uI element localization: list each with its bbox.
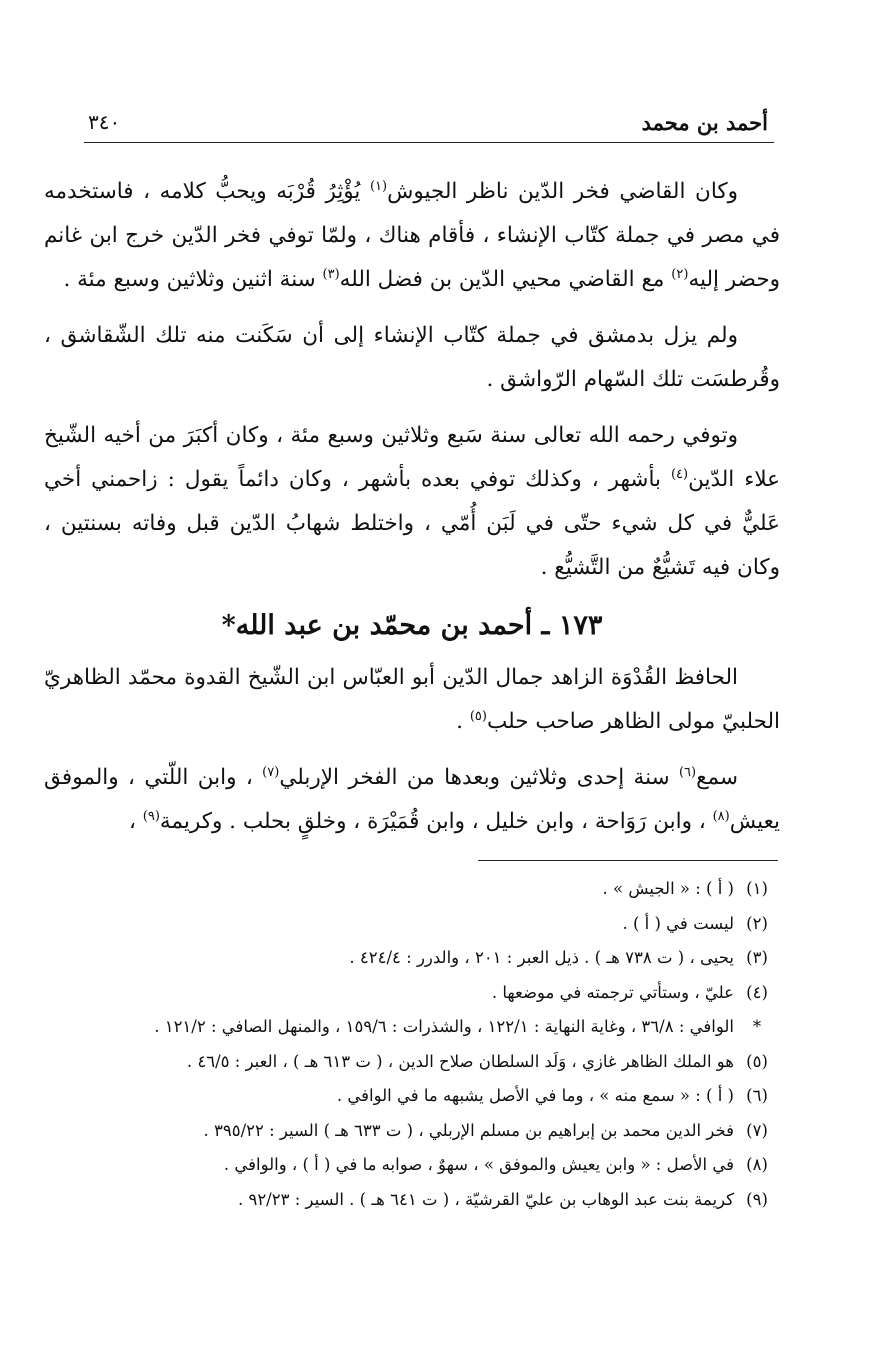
footnote-separator <box>478 860 778 861</box>
text-run: وتوفي رحمه الله تعالى سنة سَبع وثلاثين وسبع مئة ، وكان أكبَرَ من أخيه الشّيخ علاء الدّين <box>44 423 780 492</box>
running-header <box>84 106 774 143</box>
text-run: مع القاضي محيي الدّين بن فضل الله <box>339 267 672 292</box>
text-run: ، <box>128 809 143 834</box>
footnote <box>100 1010 780 1045</box>
text-run: ، وابن رَوَاحة ، وابن خليل ، وابن قُمَيْرَة ، وخلقٍ بحلب . وكريمة <box>159 809 713 834</box>
footnotes <box>100 872 780 1217</box>
footnote <box>100 1183 780 1218</box>
footnote-ref-2[interactable]: (٢) <box>671 266 689 282</box>
paragraph-3 <box>44 414 780 590</box>
footnote <box>100 1079 780 1114</box>
footnote <box>100 1045 780 1080</box>
running-title: أحمد بن محمد <box>641 110 768 135</box>
footnote-ref-4[interactable]: (٤) <box>670 466 689 482</box>
footnote-text: ( أ ) : « سمع منه » ، وما في الأصل يشبهه ما في الوافي . <box>336 1086 734 1105</box>
footnote-text: ( أ ) : « الجيش » . <box>602 879 734 898</box>
footnote-mark: (٢) <box>746 913 768 933</box>
footnote-ref-9[interactable]: (٩) <box>142 808 160 824</box>
footnote-mark: (٨) <box>746 1155 768 1174</box>
footnote-text: الوافي : ٣٦/٨ ، وغاية النهاية : ١٢٢/١ ، والشذرات : ١٥٩/٦ ، والمنهل الصافي : ١٢١/٢ . <box>154 1017 734 1036</box>
footnote <box>100 872 780 907</box>
footnote-ref-7[interactable]: (٧) <box>262 764 280 780</box>
footnote-text: كريمة بنت عبد الوهاب بن عليّ القرشيّة ، ( ت ٦٤١ هـ ) . السير : ٩٢/٢٣ . <box>237 1189 734 1209</box>
footnote-text: في الأصل : « وابن يعيش والموفق » ، سهوٌ ، صوابه ما في ( أ ) ، والوافي . <box>223 1155 734 1174</box>
footnote-mark: (١) <box>746 879 768 898</box>
footnote-mark: (٥) <box>746 1051 768 1071</box>
footnote-mark: * <box>752 1017 762 1036</box>
footnote-mark: (٤) <box>746 982 768 1002</box>
text-run: يُؤْثِرُ قُرْبَه ويحبُّ كلامه ، فاستخدمه في مصر في جملة كتّاب الإنشاء ، فأقام هناك ، ولمّا توفي فخر الدّين خرج ابن غانم وحضر إليه <box>44 179 780 292</box>
footnote-mark: (٧) <box>746 1120 768 1140</box>
footnote-text: ليست في ( أ ) . <box>622 913 734 933</box>
footnote <box>100 1114 780 1149</box>
footnote-text: فخر الدين محمد بن إبراهيم بن مسلم الإربلي ، ( ت ٦٣٣ هـ ) السير : ٣٩٥/٢٢ . <box>203 1120 734 1140</box>
main-text <box>44 170 780 856</box>
paragraph-1 <box>44 170 780 302</box>
footnote-text: هو الملك الظاهر غازي ، وَلَد السلطان صلاح الدين ، ( ت ٦١٣ هـ ) ، العبر : ٤٦/٥ . <box>186 1051 734 1071</box>
text-run: ، وابن اللّتي ، والموفق يعيش <box>44 765 780 834</box>
footnote-ref-3[interactable]: (٣) <box>322 266 340 282</box>
footnote <box>100 1148 780 1183</box>
paragraph-4 <box>44 656 780 744</box>
entry-heading: ١٧٣ ـ أحمد بن محمّد بن عبد الله* <box>221 610 603 641</box>
text-run: . <box>456 709 470 734</box>
footnote <box>100 941 780 976</box>
footnote-mark: (٣) <box>746 948 768 967</box>
footnote-ref-1[interactable]: (١) <box>369 178 388 194</box>
paragraph-5 <box>44 756 780 844</box>
page-number: ٣٤٠ <box>88 110 121 134</box>
text-run: سمع <box>696 765 738 790</box>
footnote-mark: (٩) <box>746 1189 768 1209</box>
paragraph-2: ولم يزل بدمشق في جملة كتّاب الإنشاء إلى أن سَكَنت منه تلك الشّقاشق ، وقُرطسَت تلك السّهام الرّواشق . <box>44 323 780 392</box>
footnote-text: عليّ ، وستأتي ترجمته في موضعها . <box>491 982 734 1002</box>
footnote-text: يحيى ، ( ت ٧٣٨ هـ ) . ذيل العبر : ٢٠١ ، والدرر : ٤٢٤/٤ . <box>349 948 734 967</box>
text-run: سنة اثنين وثلاثين وسبع مئة . <box>63 267 323 292</box>
text-run: وكان القاضي فخر الدّين ناظر الجيوش <box>387 179 738 204</box>
footnote-mark: (٦) <box>746 1086 768 1105</box>
text-run: الحافظ القُدْوَة الزاهد جمال الدّين أبو العبّاس ابن الشّيخ القدوة محمّد الظاهريّ الحلبيّ مولى الظاهر صاحب حلب <box>44 665 780 734</box>
footnote-ref-5[interactable]: (٥) <box>469 708 487 724</box>
text-run: بأشهر ، وكذلك توفي بعده بأشهر ، وكان دائماً يقول : زاحمني أخي عَليٌّ في كل شيء حتّى في لَبَن أُمّي ، واختلط شهابُ الدّين قبل وفاته بسنتين ، وكان فيه تَشيُّعٌ من التَّشيُّع . <box>44 467 780 580</box>
footnote-ref-8[interactable]: (٨) <box>712 808 730 824</box>
footnote <box>100 976 780 1011</box>
footnote <box>100 907 780 942</box>
text-run: سنة إحدى وثلاثين وبعدها من الفخر الإربلي <box>279 765 679 790</box>
footnote-ref-6[interactable]: (٦) <box>678 764 697 780</box>
